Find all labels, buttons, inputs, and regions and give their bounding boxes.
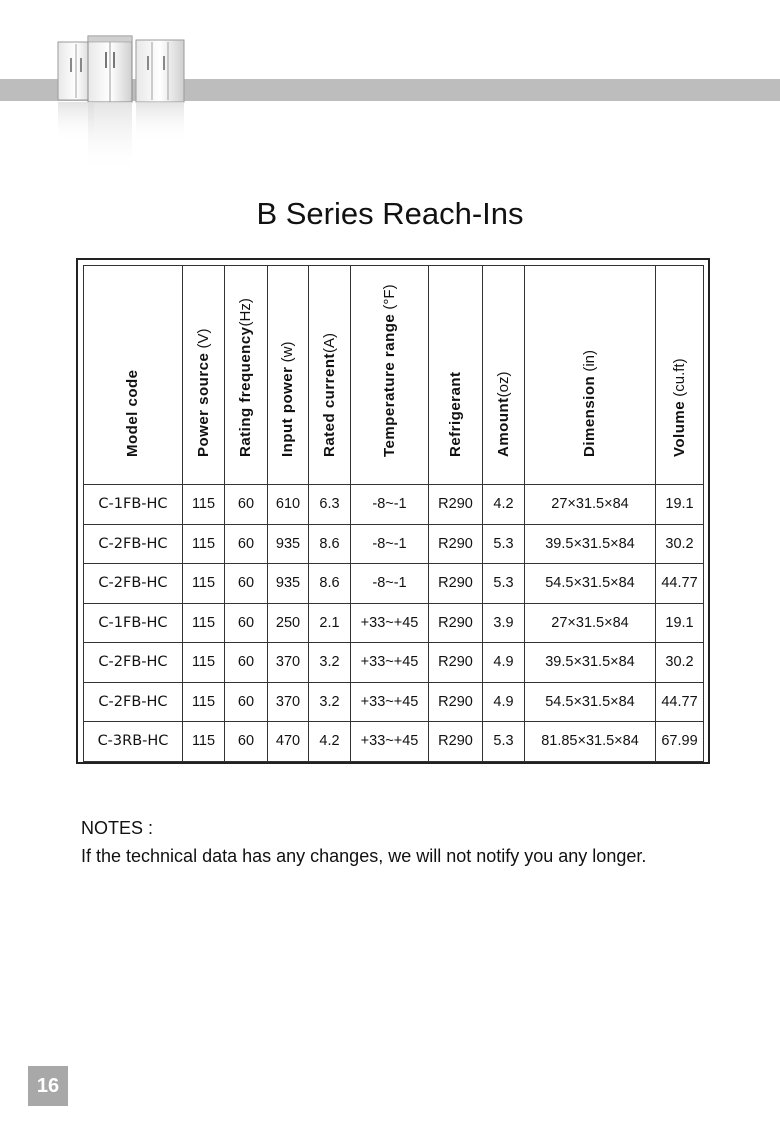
table-cell: 115: [183, 524, 225, 564]
table-cell: 5.3: [483, 722, 525, 762]
table-cell: 3.2: [309, 682, 351, 722]
model-code-cell: C-3RB-HC: [84, 722, 183, 762]
table-row: [84, 564, 704, 604]
table-row: [84, 524, 704, 564]
table-cell: 115: [183, 722, 225, 762]
model-code-cell: C-2FB-HC: [84, 524, 183, 564]
table-cell: 115: [183, 682, 225, 722]
table-cell: -8~-1: [351, 524, 429, 564]
column-header-label: Power source: [194, 352, 212, 457]
table-cell: 60: [225, 485, 268, 525]
column-header: [183, 266, 225, 485]
table-cell: 4.2: [309, 722, 351, 762]
table-cell: 4.9: [483, 643, 525, 683]
table-cell: 5.3: [483, 524, 525, 564]
column-header-unit: (w): [279, 341, 296, 367]
table-cell: 115: [183, 603, 225, 643]
table-cell: +33~+45: [351, 682, 429, 722]
column-header: [351, 266, 429, 485]
table-cell: -8~-1: [351, 485, 429, 525]
table-cell: 2.1: [309, 603, 351, 643]
column-header-label: Rated current: [320, 352, 338, 457]
table-cell: 935: [268, 524, 309, 564]
column-header-unit: (in): [581, 349, 598, 376]
table-cell: +33~+45: [351, 722, 429, 762]
table-cell: 44.77: [656, 682, 704, 722]
table-cell: R290: [429, 603, 483, 643]
table-cell: 54.5×31.5×84: [525, 564, 656, 604]
table-cell: 54.5×31.5×84: [525, 682, 656, 722]
table-cell: 27×31.5×84: [525, 603, 656, 643]
table-cell: 8.6: [309, 524, 351, 564]
model-code-cell: C-2FB-HC: [84, 564, 183, 604]
table-cell: 60: [225, 643, 268, 683]
model-code-cell: C-1FB-HC: [84, 603, 183, 643]
table-cell: 30.2: [656, 524, 704, 564]
table-row: [84, 603, 704, 643]
column-header-unit: (°F): [380, 284, 398, 314]
table-cell: 470: [268, 722, 309, 762]
table-cell: R290: [429, 524, 483, 564]
table-cell: +33~+45: [351, 643, 429, 683]
column-header-unit: (V): [194, 328, 212, 353]
table-cell: 39.5×31.5×84: [525, 524, 656, 564]
table-cell: 27×31.5×84: [525, 485, 656, 525]
table-cell: 30.2: [656, 643, 704, 683]
column-header: [225, 266, 268, 485]
column-header: [268, 266, 309, 485]
table-cell: 6.3: [309, 485, 351, 525]
table-cell: 39.5×31.5×84: [525, 643, 656, 683]
column-header-unit: (Hz): [237, 298, 254, 327]
table-cell: 5.3: [483, 564, 525, 604]
table-cell: 115: [183, 643, 225, 683]
table-cell: R290: [429, 485, 483, 525]
table-row: [84, 485, 704, 525]
table-cell: 19.1: [656, 603, 704, 643]
table-cell: 4.2: [483, 485, 525, 525]
table-cell: 67.99: [656, 722, 704, 762]
column-header: [84, 266, 183, 485]
table-cell: 44.77: [656, 564, 704, 604]
column-header-unit: (oz): [494, 371, 512, 398]
table-cell: R290: [429, 722, 483, 762]
table-cell: 60: [225, 524, 268, 564]
column-header-label: Refrigerant: [446, 371, 464, 457]
table-cell: 370: [268, 643, 309, 683]
column-header-label: Amount: [494, 397, 512, 457]
table-cell: -8~-1: [351, 564, 429, 604]
table-row: [84, 722, 704, 762]
page-number: 16: [28, 1066, 68, 1106]
table-cell: 81.85×31.5×84: [525, 722, 656, 762]
table-row: [84, 682, 704, 722]
column-header-unit: (A): [320, 332, 338, 353]
notes-title: NOTES :: [81, 818, 154, 838]
table-cell: 60: [225, 564, 268, 604]
table-cell: 8.6: [309, 564, 351, 604]
table-cell: 115: [183, 485, 225, 525]
table-cell: R290: [429, 682, 483, 722]
table-row: [84, 643, 704, 683]
table-body: [84, 485, 704, 762]
table-cell: R290: [429, 564, 483, 604]
notes-text: If the technical data has any changes, we will not notify you any longer.: [81, 846, 647, 866]
column-header-unit: (cu.ft): [670, 358, 688, 401]
column-header-label: Rating frequency: [237, 326, 254, 457]
table-cell: 115: [183, 564, 225, 604]
table-cell: 250: [268, 603, 309, 643]
table-cell: 3.9: [483, 603, 525, 643]
table-cell: 4.9: [483, 682, 525, 722]
page-title: B Series Reach-Ins: [256, 196, 524, 231]
table-cell: 19.1: [656, 485, 704, 525]
column-header: [483, 266, 525, 485]
table-cell: 935: [268, 564, 309, 604]
column-header: [656, 266, 704, 485]
column-header-label: Dimension: [581, 375, 598, 457]
column-header: [429, 266, 483, 485]
model-code-cell: C-1FB-HC: [84, 485, 183, 525]
refrigerator-illustration: [50, 30, 190, 180]
table-cell: 3.2: [309, 643, 351, 683]
table-cell: R290: [429, 643, 483, 683]
table-cell: 60: [225, 682, 268, 722]
table-cell: 60: [225, 722, 268, 762]
model-code-cell: C-2FB-HC: [84, 643, 183, 683]
header-row: [84, 266, 704, 485]
spec-table: [83, 265, 704, 762]
table-cell: 60: [225, 603, 268, 643]
column-header: [309, 266, 351, 485]
spec-table-frame: [76, 258, 710, 764]
column-header-label: Input power: [279, 366, 296, 457]
table-cell: +33~+45: [351, 603, 429, 643]
model-code-cell: C-2FB-HC: [84, 682, 183, 722]
column-header-label: Model code: [124, 369, 141, 457]
column-header: [525, 266, 656, 485]
table-cell: 370: [268, 682, 309, 722]
column-header-label: Temperature range: [380, 313, 398, 457]
column-header-label: Volume: [670, 400, 688, 457]
table-cell: 610: [268, 485, 309, 525]
